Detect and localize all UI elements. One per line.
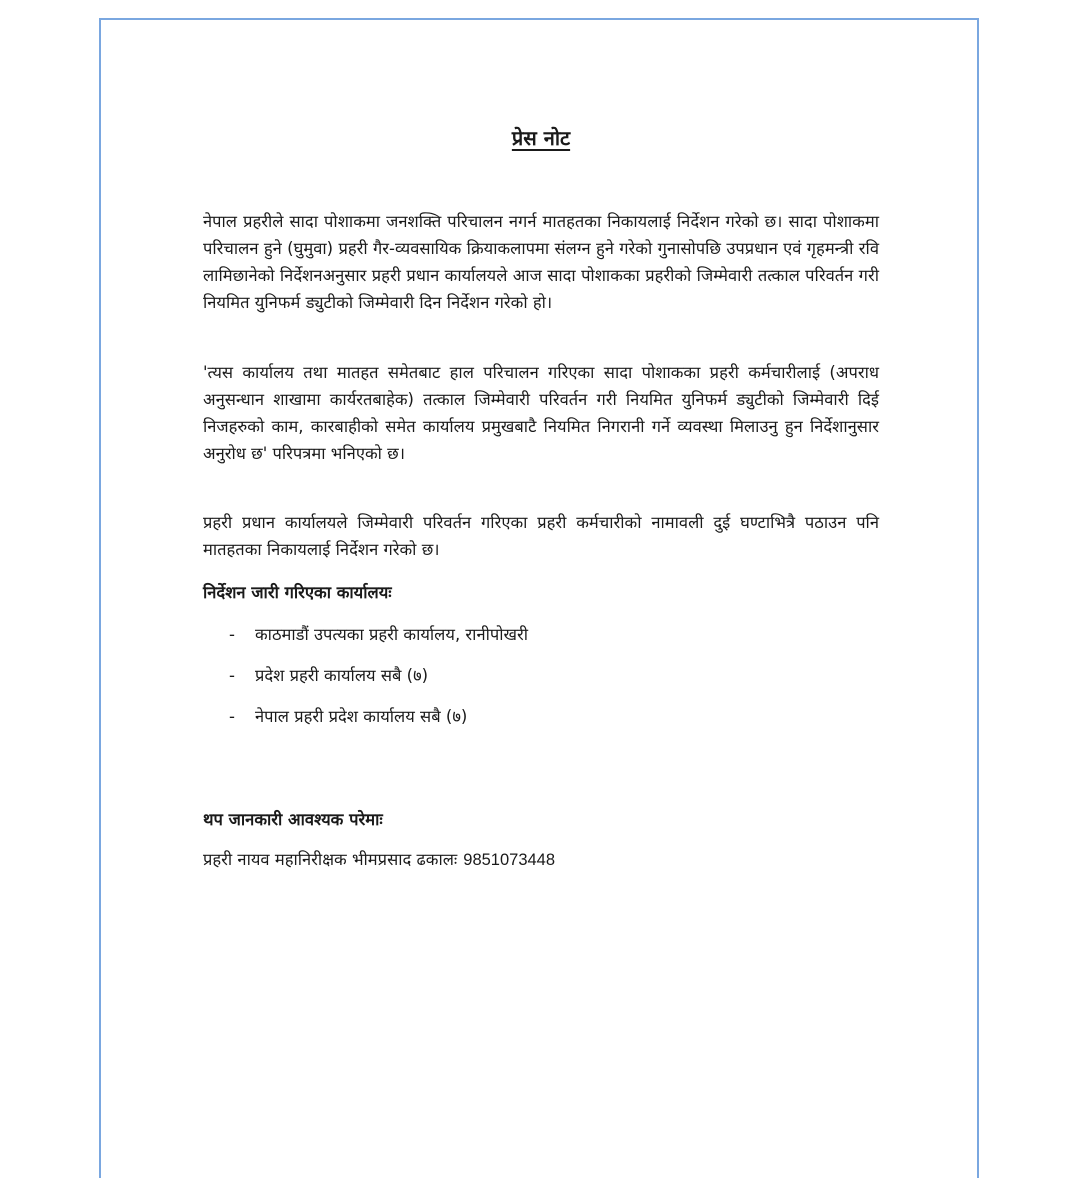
paragraph-intro: नेपाल प्रहरीले सादा पोशाकमा जनशक्ति परिचालन नगर्न मातहतका निकायलाई निर्देशन गरेको छ। सादा पोशाकमा परिचालन हुने (घुमुवा) प्रहरी गैर-व्यवसायिक क्रियाकलापमा संलग्न हुने गरेको गुनासोपछि उपप्रधान एवं गृहमन्त्री रवि लामिछानेको निर्देशनअनुसार प्रहरी प्रधान कार्यालयले आज सादा पोशाकका प्रहरीको जिम्मेवारी तत्काल परिवर्तन गरी नियमित युनिफर्म ड्युटीको जिम्मेवारी दिन निर्देशन गरेको हो। xyxy=(203,212,879,312)
list-dash: - xyxy=(229,666,235,685)
office-kathmandu-valley: काठमाडौं उपत्यका प्रहरी कार्यालय, रानीपोखरी xyxy=(255,625,529,644)
list-item xyxy=(203,703,879,744)
offices-list xyxy=(203,621,879,744)
list-dash: - xyxy=(229,707,235,726)
contact-heading: थप जानकारी आवश्यक परेमाः xyxy=(203,810,383,829)
contact-label: प्रहरी नायव महानिरीक्षक भीमप्रसाद ढकालः xyxy=(203,850,458,869)
office-provincial-police: प्रदेश प्रहरी कार्यालय सबै (७) xyxy=(255,666,429,685)
document-page xyxy=(99,18,979,1178)
press-note-title: प्रेस नोट xyxy=(511,126,571,150)
paragraph-circular-quote: 'त्यस कार्यालय तथा मातहत समेतबाट हाल परिचालन गरिएका सादा पोशाकका प्रहरी कर्मचारीलाई (अपराध अनुसन्धान शाखामा कार्यरतबाहेक) तत्काल जिम्मेवारी परिवर्तन गरी नियमित युनिफर्म ड्युटीको जिम्मेवारी दिई निजहरुको काम, कारबाहीको समेत कार्यालय प्रमुखबाटै नियमित निगरानी गर्ने व्यवस्था मिलाउनु हुन निर्देशानुसार अनुरोध छ' परिपत्रमा भनिएको छ। xyxy=(203,363,879,463)
contact-phone: 9851073448 xyxy=(463,851,556,869)
office-nepal-police-province: नेपाल प्रहरी प्रदेश कार्यालय सबै (७) xyxy=(255,707,468,726)
list-item xyxy=(203,662,879,703)
paragraph-name-list-request: प्रहरी प्रधान कार्यालयले जिम्मेवारी परिवर्तन गरिएका प्रहरी कर्मचारीको नामावली दुई घण्टाभित्रै पठाउन पनि मातहतका निकायलाई निर्देशन गरेको छ। xyxy=(203,513,879,559)
list-item xyxy=(203,621,879,662)
contact-line xyxy=(203,846,555,874)
offices-heading: निर्देशन जारी गरिएका कार्यालयः xyxy=(203,583,392,602)
list-dash: - xyxy=(229,625,235,644)
